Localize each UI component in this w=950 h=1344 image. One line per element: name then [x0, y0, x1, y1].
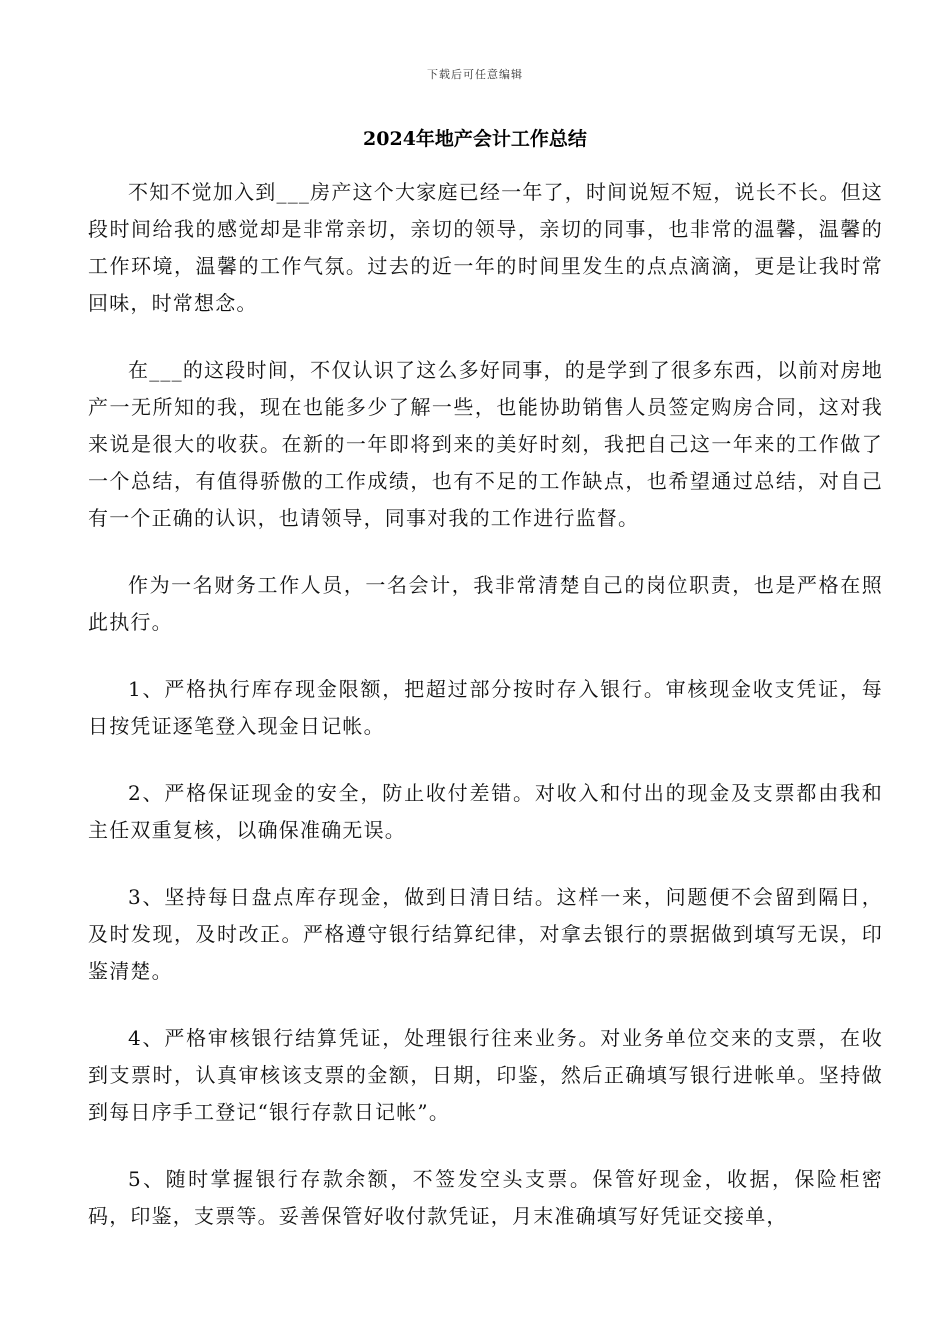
paragraph-3: 作为一名财务工作人员，一名会计，我非常清楚自己的岗位职责，也是严格在照此执行。 — [88, 573, 883, 634]
paragraph-item-3: 3、坚持每日盘点库存现金，做到日清日结。这样一来，问题便不会留到隔日，及时发现，及时改正。严格遵守银行结算纪律，对拿去银行的票据做到填写无误，印鉴清楚。 — [88, 885, 883, 983]
paragraph-2: 在___的这段时间，不仅认识了这么多好同事，的是学到了很多东西，以前对房地产一无所知的我，现在也能多少了解一些，也能协助销售人员签定购房合同，这对我来说是很大的收获。在新的一年即将到来的美好时刻，我把自己这一年来的工作做了一个总结，有值得骄傲的工作成绩，也有不足的工作缺点，也希望通过总结，对自己有一个正确的认识，也请领导，同事对我的工作进行监督。 — [88, 358, 883, 530]
document-body — [88, 174, 883, 1265]
header-note: 下载后可任意编辑 — [427, 68, 523, 81]
document-title: 2024年地产会计工作总结 — [363, 128, 587, 150]
paragraph-item-1: 1、严格执行库存现金限额，把超过部分按时存入银行。审核现金收支凭证，每日按凭证逐笔登入现金日记帐。 — [88, 677, 883, 738]
paragraph-1: 不知不觉加入到___房产这个大家庭已经一年了，时间说短不短，说长不长。但这段时间给我的感觉却是非常亲切，亲切的领导，亲切的同事，也非常的温馨，温馨的工作环境，温馨的工作气氛。过去的近一年的时间里发生的点点滴滴，更是让我时常回味，时常想念。 — [88, 180, 883, 315]
paragraph-item-2: 2、严格保证现金的安全，防止收付差错。对收入和付出的现金及支票都由我和主任双重复核，以确保准确无误。 — [88, 781, 883, 842]
paragraph-item-5: 5、随时掌握银行存款余额，不签发空头支票。保管好现金，收据，保险柜密码，印鉴，支票等。妥善保管好收付款凭证，月末准确填写好凭证交接单， — [88, 1167, 883, 1228]
paragraph-item-4: 4、严格审核银行结算凭证，处理银行往来业务。对业务单位交来的支票，在收到支票时，认真审核该支票的金额，日期，印鉴，然后正确填写银行进帐单。坚持做到每日序手工登记“银行存款日记帐”。 — [88, 1026, 883, 1124]
